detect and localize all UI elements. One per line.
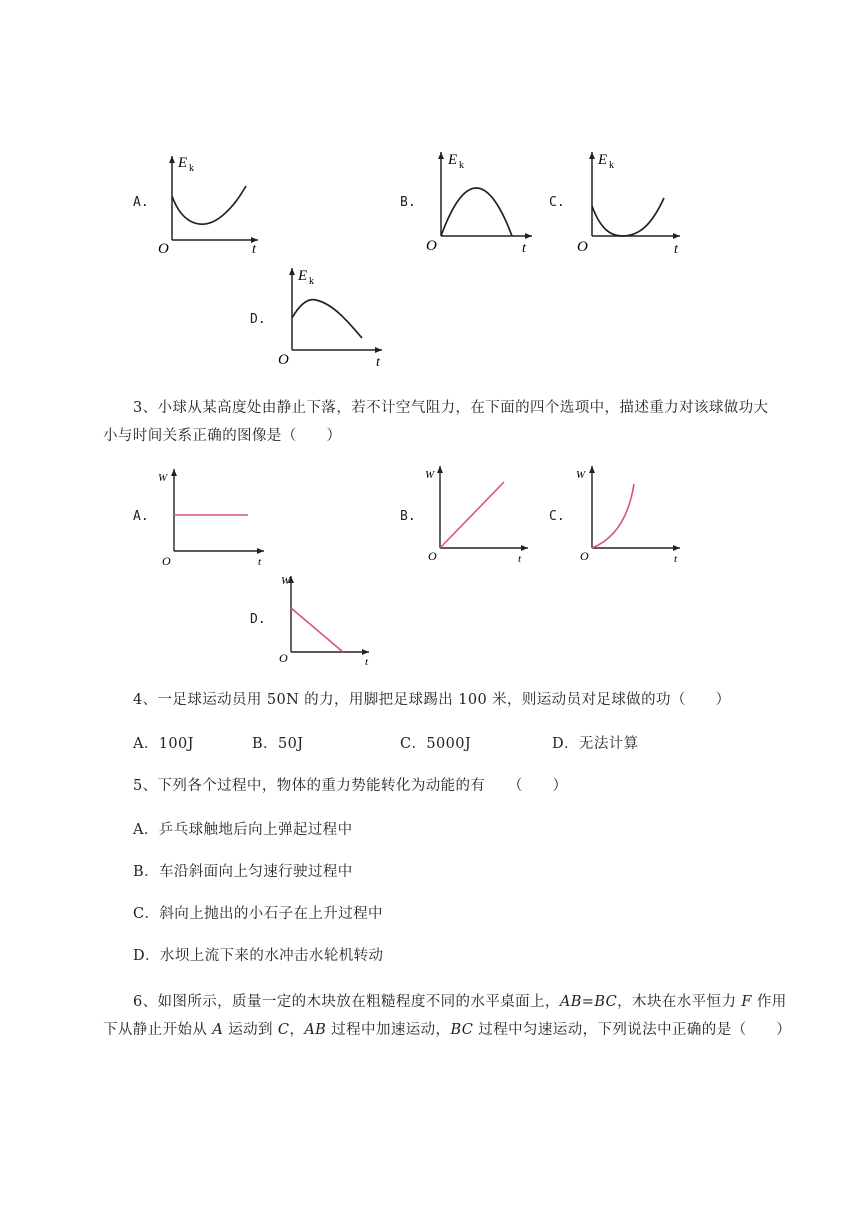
svg-text:k: k <box>459 160 464 171</box>
svg-text:O: O <box>426 238 437 254</box>
svg-text:W: W <box>576 469 586 481</box>
q5-option-d: D．水坝上流下来的水冲击水轮机转动 <box>133 948 384 964</box>
ek-graph-a <box>150 150 270 255</box>
q5-option-a: A．乒乓球触地后向上弹起过程中 <box>133 822 353 838</box>
ek-graph-d <box>272 264 392 372</box>
q4-option-b: B．50J <box>252 736 304 752</box>
w-graph-a <box>152 465 272 570</box>
q5-option-c: C．斜向上抛出的小石子在上升过程中 <box>133 906 383 922</box>
svg-text:E: E <box>298 268 308 284</box>
w-graph-d <box>277 572 387 672</box>
svg-text:k: k <box>189 163 194 174</box>
svg-text:O: O <box>428 549 437 563</box>
x-axis-label: t <box>252 242 256 257</box>
svg-text:k: k <box>309 276 314 287</box>
y-axis-label: E <box>178 155 188 171</box>
svg-text:t: t <box>674 242 678 257</box>
svg-text:O: O <box>278 352 289 368</box>
svg-text:t: t <box>365 656 369 668</box>
svg-text:W: W <box>281 575 291 587</box>
svg-text:O: O <box>580 549 589 563</box>
svg-text:t: t <box>258 556 262 568</box>
option-label: C. <box>549 509 565 524</box>
option-label: B. <box>400 509 416 524</box>
origin-label: O <box>158 241 169 257</box>
q3-stem-line2: 小与时间关系正确的图像是（ ） <box>103 428 342 444</box>
q4-stem: 4、一足球运动员用 50N 的力，用脚把足球踢出 100 米，则运动员对足球做的功（ ） <box>133 692 731 708</box>
svg-text:O: O <box>162 554 171 568</box>
svg-text:k: k <box>609 160 614 171</box>
q4-option-a: A．100J <box>133 736 194 752</box>
q4-option-c: C．5000J <box>400 736 472 752</box>
q6-stem-line1: 6、如图所示，质量一定的木块放在粗糙程度不同的水平桌面上，AB=BC，木块在水平恒力 F 作用 <box>133 994 787 1010</box>
option-label: A. <box>133 195 149 210</box>
q5-stem: 5、下列各个过程中，物体的重力势能转化为动能的有 （ ） <box>133 778 568 794</box>
svg-text:E: E <box>598 152 608 168</box>
q3-stem-line1: 3、小球从某高度处由静止下落，若不计空气阻力，在下面的四个选项中，描述重力对该球做功大 <box>133 400 769 416</box>
svg-text:O: O <box>279 651 288 665</box>
svg-text:t: t <box>518 553 522 565</box>
option-label: D. <box>250 612 266 627</box>
ek-graph-c <box>570 148 690 258</box>
svg-text:W: W <box>158 472 168 484</box>
option-label: C. <box>549 195 565 210</box>
ek-graph-b <box>420 148 540 255</box>
q5-option-b: B．车沿斜面向上匀速行驶过程中 <box>133 864 353 880</box>
svg-text:E: E <box>448 152 458 168</box>
q4-option-d: D．无法计算 <box>552 736 639 752</box>
svg-text:W: W <box>425 469 435 481</box>
w-graph-c <box>572 462 692 567</box>
w-graph-b <box>420 462 540 567</box>
option-label: D. <box>250 312 266 327</box>
svg-text:t: t <box>522 241 526 256</box>
option-label: A. <box>133 509 149 524</box>
svg-text:t: t <box>674 553 678 565</box>
option-label: B. <box>400 195 416 210</box>
svg-text:t: t <box>376 355 380 370</box>
svg-text:O: O <box>577 239 588 255</box>
q6-stem-line2: 下从静止开始从 A 运动到 C，AB 过程中加速运动，BC 过程中匀速运动，下列说法中正确的是（ ） <box>103 1022 792 1038</box>
